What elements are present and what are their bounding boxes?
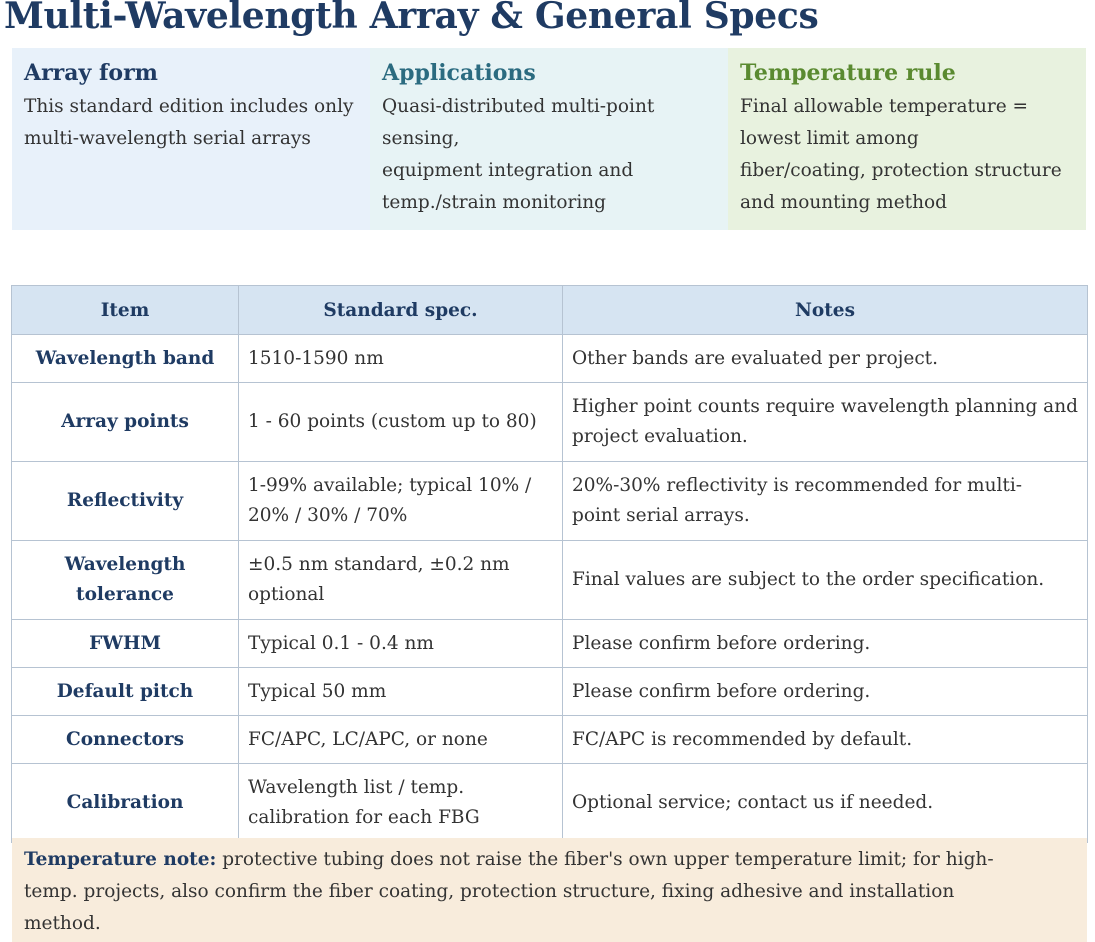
table-row-wavelength-tolerance	[12, 541, 1088, 620]
temperature-note	[12, 838, 1087, 942]
spec-cell	[239, 462, 563, 541]
item-cell-line: Default pitch	[56, 680, 194, 702]
table-row-default-pitch	[12, 668, 1088, 716]
temperature-note-line: temp. projects, also confirm the fiber coating, protection structure, fixing adhesive and installation	[24, 881, 955, 902]
notes-cell-line: project evaluation.	[572, 426, 748, 447]
page-title: Multi-Wavelength Array & General Specs	[4, 0, 819, 37]
spec-cell	[239, 620, 563, 668]
array-form-line: This standard edition includes only	[24, 96, 354, 117]
spec-cell-line: calibration for each FBG	[248, 807, 480, 828]
spec-cell	[239, 668, 563, 716]
item-cell-line: Wavelength band	[35, 347, 215, 369]
spec-cell	[239, 764, 563, 843]
item-cell-line: FWHM	[89, 632, 161, 654]
temperature-rule-heading: Temperature rule	[740, 60, 956, 86]
temperature-rule-panel	[728, 48, 1086, 230]
spec-cell-line: 1-99% available; typical 10% /	[248, 475, 532, 496]
notes-cell	[563, 620, 1088, 668]
notes-cell-line: Optional service; contact us if needed.	[572, 792, 934, 813]
applications-panel	[370, 48, 728, 230]
notes-cell-line: point serial arrays.	[572, 505, 750, 526]
item-cell	[12, 716, 239, 764]
temperature-rule-line: Final allowable temperature =	[740, 96, 1029, 117]
temperature-note-line: method.	[24, 913, 101, 934]
spec-cell-line: 1510-1590 nm	[248, 347, 384, 369]
notes-cell	[563, 668, 1088, 716]
item-cell-line: Connectors	[65, 728, 185, 750]
item-cell	[12, 541, 239, 620]
spec-cell-line: Typical 0.1 - 0.4 nm	[248, 632, 434, 654]
notes-cell-line: FC/APC is recommended by default.	[572, 728, 913, 750]
temperature-rule-text	[740, 91, 1074, 219]
notes-cell	[563, 541, 1088, 620]
array-form-line: multi-wavelength serial arrays	[24, 128, 311, 149]
notes-cell	[563, 716, 1088, 764]
applications-line: Quasi-distributed multi-point	[382, 96, 655, 117]
temperature-note-text: protective tubing does not raise the fiber's own upper temperature limit; for high-	[216, 849, 994, 870]
array-form-heading: Array form	[24, 60, 158, 86]
header-notes: Notes	[563, 286, 1088, 335]
table-row-array-points	[12, 383, 1088, 462]
applications-heading: Applications	[382, 60, 536, 86]
notes-cell	[563, 462, 1088, 541]
table-body	[12, 335, 1088, 843]
item-cell	[12, 383, 239, 462]
array-form-text	[24, 91, 358, 155]
spec-cell-line: 1 - 60 points (custom up to 80)	[248, 411, 537, 432]
item-cell	[12, 620, 239, 668]
table-row-connectors	[12, 716, 1088, 764]
item-cell	[12, 764, 239, 843]
applications-line: temp./strain monitoring	[382, 192, 606, 213]
spec-cell-line: FC/APC, LC/APC, or none	[248, 728, 488, 750]
notes-cell-line: 20%-30% reflectivity is recommended for multi-	[572, 475, 1023, 496]
header-item: Item	[12, 286, 239, 335]
item-cell-line: Reflectivity	[66, 490, 184, 511]
table-row-fwhm	[12, 620, 1088, 668]
temperature-rule-line: fiber/coating, protection structure	[740, 160, 1062, 181]
applications-line: sensing,	[382, 128, 460, 149]
item-cell-line: Wavelength	[64, 554, 186, 575]
notes-cell-line: Please confirm before ordering.	[572, 680, 871, 702]
spec-table	[11, 285, 1088, 843]
spec-cell-line: optional	[248, 584, 325, 605]
item-cell-line: Calibration	[66, 792, 184, 813]
temperature-rule-line: and mounting method	[740, 192, 947, 213]
notes-cell-line: Other bands are evaluated per project.	[572, 347, 938, 369]
spec-cell-line: 20% / 30% / 70%	[248, 505, 408, 526]
temperature-note-label: Temperature note:	[24, 849, 217, 870]
notes-cell-line: Final values are subject to the order specification.	[572, 569, 1045, 590]
applications-line: equipment integration and	[382, 160, 634, 181]
table-header-row	[12, 286, 1088, 335]
applications-text	[382, 91, 716, 219]
item-cell	[12, 462, 239, 541]
item-cell-line: Array points	[61, 411, 189, 432]
notes-cell	[563, 383, 1088, 462]
item-cell-line: tolerance	[76, 584, 174, 605]
item-cell	[12, 335, 239, 383]
notes-cell-line: Please confirm before ordering.	[572, 632, 871, 654]
table-row-reflectivity	[12, 462, 1088, 541]
spec-cell	[239, 383, 563, 462]
table-row-calibration	[12, 764, 1088, 843]
temperature-rule-line: lowest limit among	[740, 128, 919, 149]
header-standard-spec: Standard spec.	[239, 286, 563, 335]
info-panels	[12, 48, 1086, 230]
spec-cell-line: Typical 50 mm	[248, 680, 387, 702]
spec-cell	[239, 541, 563, 620]
spec-cell-line: ±0.5 nm standard, ±0.2 nm	[248, 554, 510, 575]
table-row-wavelength-band	[12, 335, 1088, 383]
notes-cell-line: Higher point counts require wavelength planning and	[572, 396, 1078, 417]
spec-cell	[239, 335, 563, 383]
notes-cell	[563, 335, 1088, 383]
temperature-note-line	[24, 844, 1075, 876]
notes-cell	[563, 764, 1088, 843]
item-cell	[12, 668, 239, 716]
spec-cell	[239, 716, 563, 764]
array-form-panel	[12, 48, 370, 230]
spec-cell-line: Wavelength list / temp.	[248, 777, 465, 798]
